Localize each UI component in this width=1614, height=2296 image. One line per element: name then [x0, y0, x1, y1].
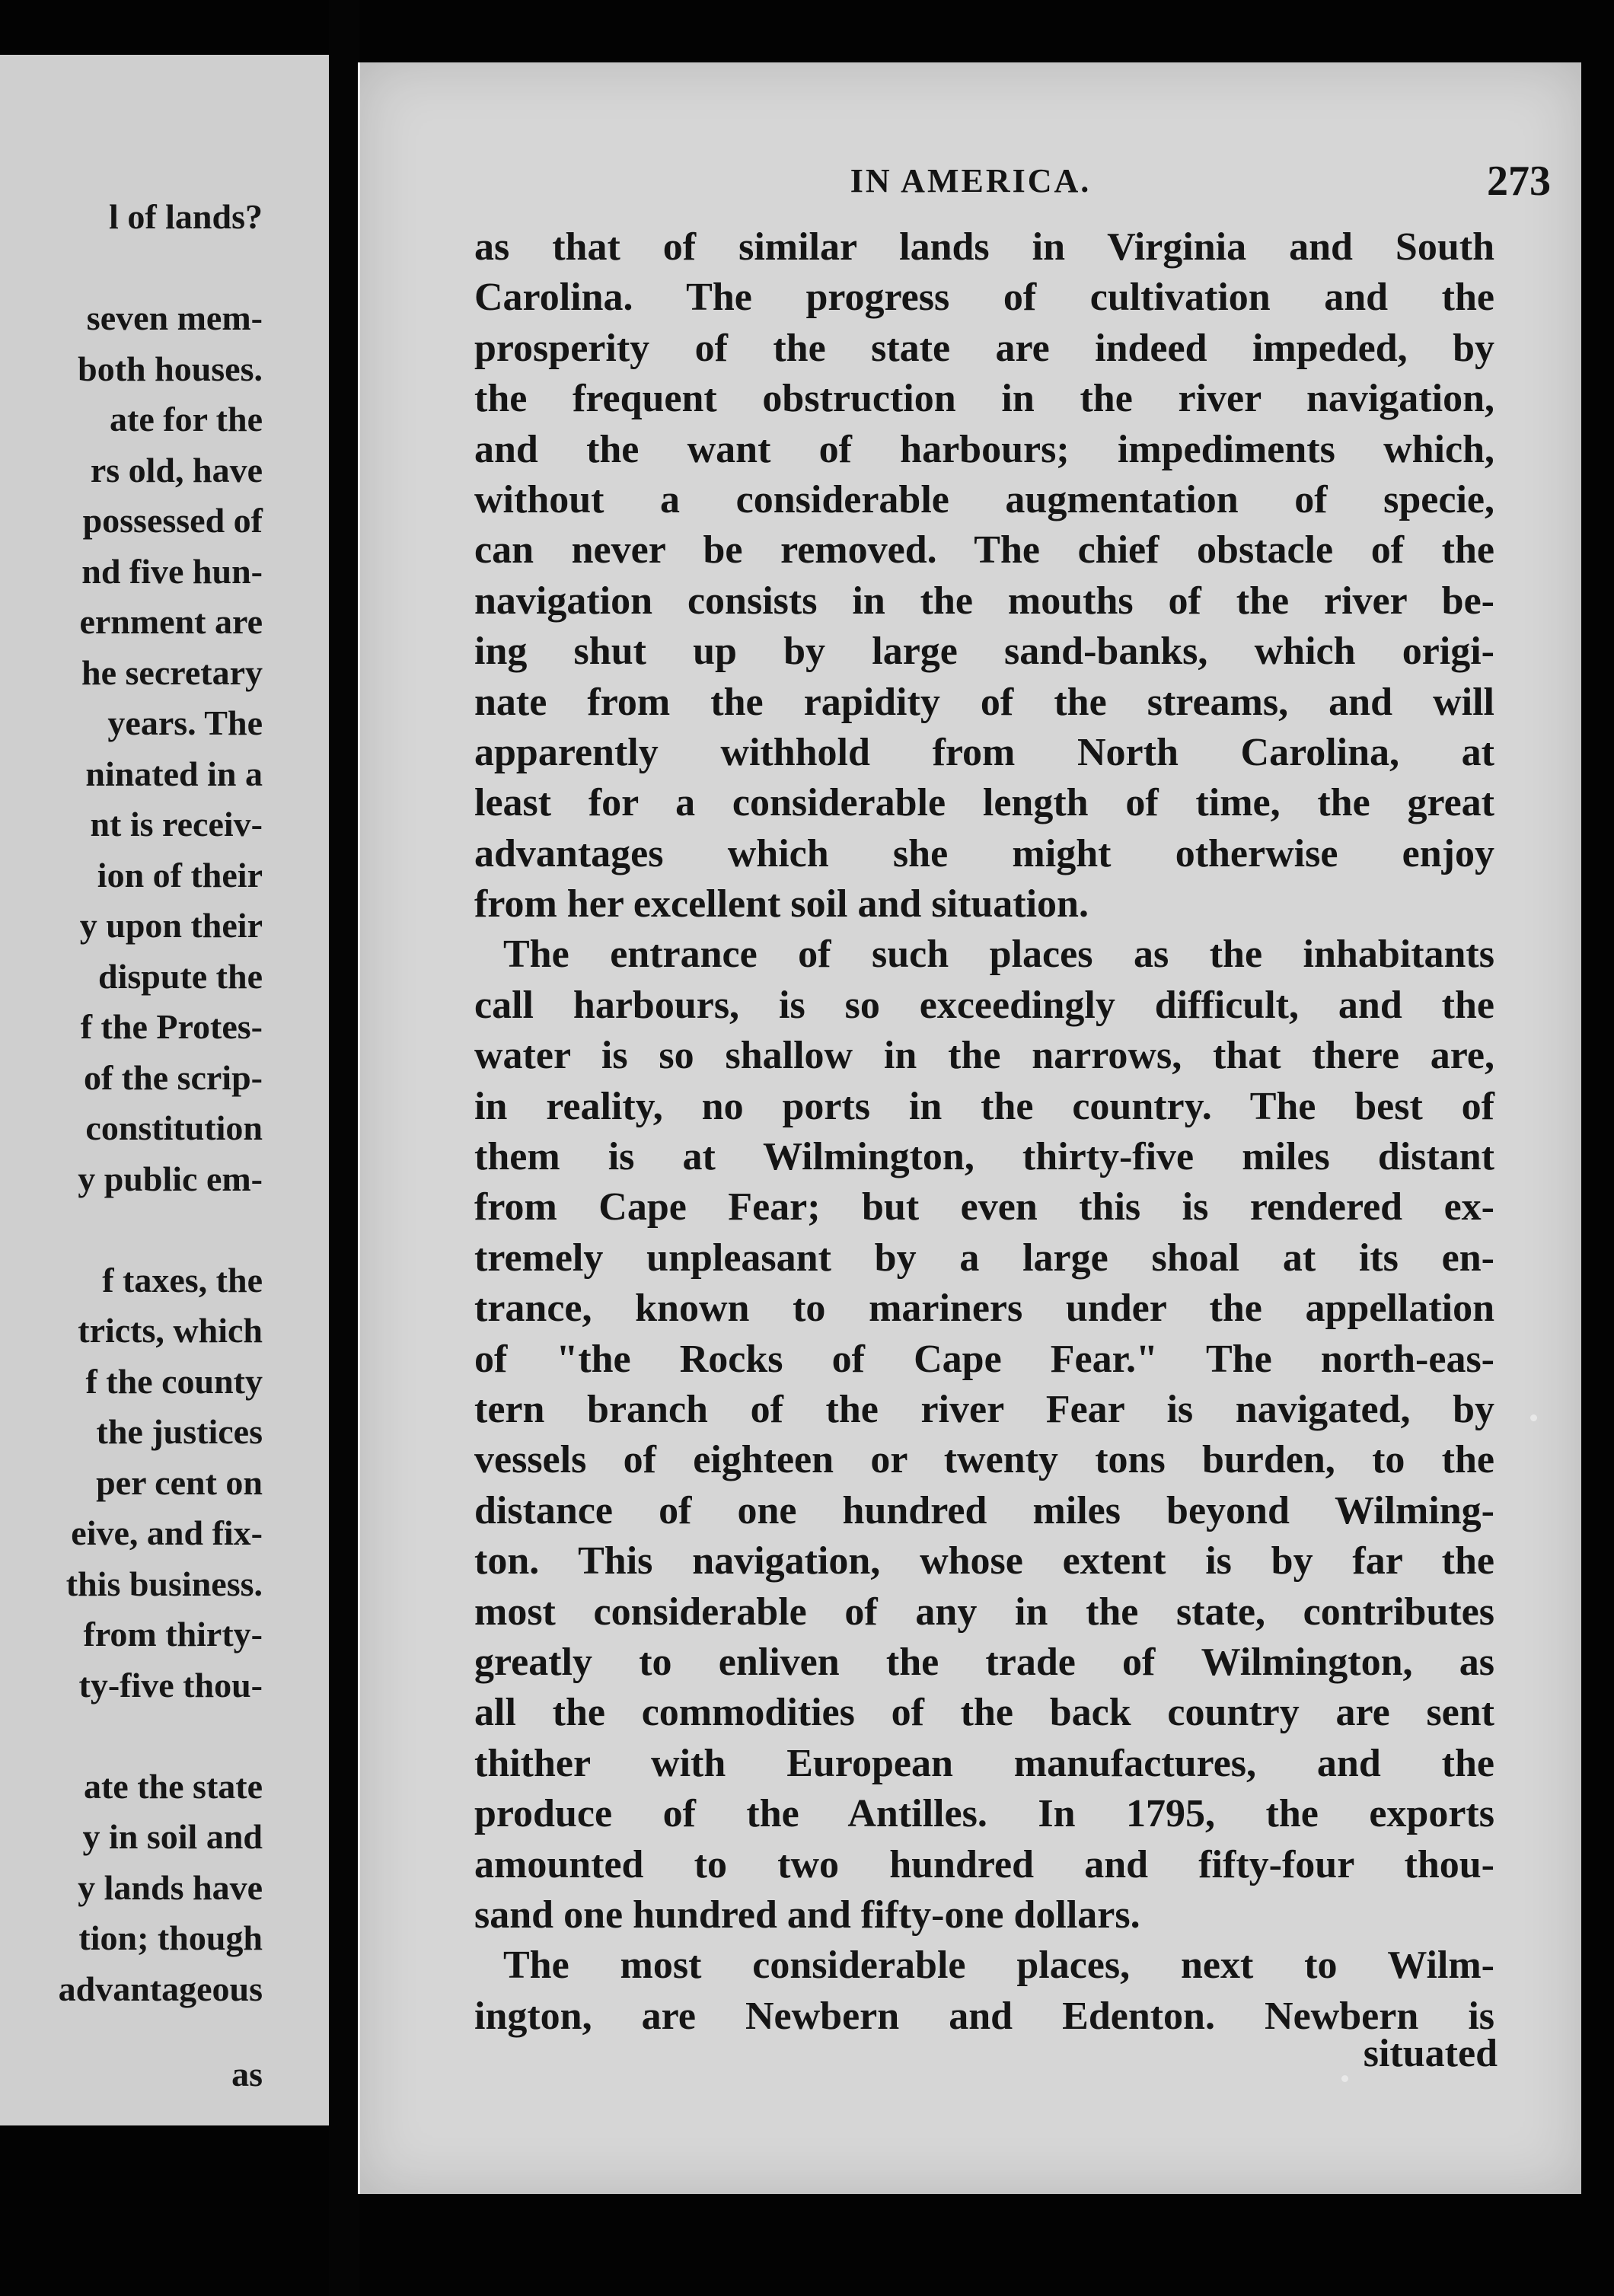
facing-line: years. The — [107, 703, 263, 742]
paper-speck — [1530, 1414, 1537, 1421]
facing-line: both houses. — [78, 349, 263, 388]
facing-line: seven mem- — [86, 298, 263, 337]
facing-line: per cent on — [96, 1462, 263, 1502]
facing-line: nd five hun- — [81, 551, 263, 591]
text-line: the frequent obstruction in the river navigation, — [474, 377, 1494, 421]
facing-line: y public em- — [78, 1159, 263, 1198]
text-line: and the want of harbours; impediments which, — [474, 427, 1494, 471]
text-line: call harbours, is so exceedingly difficult, and the — [474, 983, 1494, 1027]
text-line: all the commodities of the back country are sent — [474, 1691, 1494, 1735]
text-line: Carolina. The progress of cultivation and the — [474, 276, 1494, 320]
text-line: amounted to two hundred and fifty-four thou- — [474, 1842, 1494, 1886]
facing-line: f taxes, the — [102, 1260, 263, 1299]
body-text — [474, 222, 1494, 2042]
text-line: greatly to enliven the trade of Wilmington, as — [474, 1640, 1494, 1684]
facing-line: tion; though — [78, 1918, 263, 1957]
text-line: vessels of eighteen or twenty tons burden, to the — [474, 1438, 1494, 1482]
text-line: The most considerable places, next to Wilm- — [503, 1944, 1494, 1988]
facing-line: dispute the — [98, 956, 263, 996]
facing-line — [0, 243, 263, 294]
text-line: apparently withhold from North Carolina, at — [474, 730, 1494, 774]
text-line: them is at Wilmington, thirty-five miles distant — [474, 1135, 1494, 1179]
text-line: sand one hundred and fifty-one dollars. — [474, 1893, 1140, 1937]
text-line: from Cape Fear; but even this is rendered ex- — [474, 1185, 1494, 1229]
text-line: of "the Rocks of Cape Fear." The north-eas- — [474, 1337, 1494, 1381]
paper-speck — [1341, 2075, 1348, 2082]
facing-line — [0, 1711, 263, 1762]
facing-line: eive, and fix- — [71, 1513, 263, 1552]
page-gutter — [329, 0, 359, 2296]
text-line: without a considerable augmentation of specie, — [474, 477, 1494, 521]
facing-line: ninated in a — [85, 754, 263, 793]
text-line: trance, known to mariners under the appellation — [474, 1287, 1494, 1331]
facing-line: possessed of — [82, 501, 263, 540]
page-number: 273 — [1487, 158, 1551, 205]
facing-page-text — [0, 192, 263, 2014]
facing-catchword: as — [231, 2055, 263, 2094]
facing-line: constitution — [85, 1108, 263, 1147]
text-line: prosperity of the state are indeed impeded, by — [474, 326, 1494, 370]
facing-line: he secretary — [81, 652, 263, 692]
text-line: produce of the Antilles. In 1795, the exports — [474, 1792, 1494, 1836]
facing-line: nt is receiv- — [90, 805, 263, 843]
facing-line: f the Protes- — [80, 1007, 263, 1046]
text-line: in reality, no ports in the country. The best of — [474, 1084, 1494, 1128]
text-line: ington, are Newbern and Edenton. Newbern is — [474, 1994, 1494, 2038]
text-line: can never be removed. The chief obstacle of the — [474, 528, 1494, 572]
main-page — [358, 62, 1581, 2194]
facing-line: ate for the — [110, 400, 263, 438]
text-line: least for a considerable length of time, the great — [474, 781, 1494, 825]
facing-line — [0, 1204, 263, 1255]
facing-line: advantageous — [58, 1969, 263, 2008]
facing-line: tricts, which — [78, 1311, 263, 1350]
facing-page — [0, 55, 331, 2125]
facing-line: y in soil and — [82, 1817, 263, 1856]
text-line: water is so shallow in the narrows, that there are, — [474, 1034, 1494, 1078]
running-head — [360, 158, 1581, 207]
text-line: most considerable of any in the state, contributes — [474, 1590, 1494, 1634]
facing-line: y upon their — [79, 906, 263, 945]
text-line: The entrance of such places as the inhabitants — [503, 933, 1494, 977]
facing-line: l of lands? — [109, 197, 263, 236]
text-line: thither with European manufactures, and the — [474, 1741, 1494, 1785]
facing-line: ty-five thou- — [78, 1665, 263, 1704]
facing-line: ernment are — [79, 602, 263, 641]
text-line: ton. This navigation, whose extent is by far the — [474, 1539, 1494, 1583]
facing-line: rs old, have — [90, 450, 263, 489]
text-line: tern branch of the river Fear is navigated, by — [474, 1387, 1494, 1431]
text-line: nate from the rapidity of the streams, and will — [474, 680, 1494, 724]
running-title: IN AMERICA. — [850, 162, 1092, 199]
facing-line: from thirty- — [83, 1615, 263, 1653]
facing-line: this business. — [65, 1564, 263, 1603]
facing-line: ion of their — [97, 855, 263, 894]
text-line: navigation consists in the mouths of the river be- — [474, 579, 1494, 623]
facing-line: f the county — [85, 1361, 263, 1401]
text-line: tremely unpleasant by a large shoal at its en- — [474, 1236, 1494, 1280]
text-line: distance of one hundred miles beyond Wilming- — [474, 1488, 1494, 1532]
text-line: as that of similar lands in Virginia and South — [474, 225, 1494, 269]
facing-line: of the scrip- — [83, 1057, 263, 1097]
text-line: from her excellent soil and situation. — [474, 882, 1089, 926]
text-line: advantages which she might otherwise enjoy — [474, 831, 1494, 875]
catchword: situated — [1363, 2032, 1498, 2075]
facing-line: y lands have — [78, 1867, 263, 1907]
text-line: ing shut up by large sand-banks, which origi- — [474, 630, 1494, 674]
facing-line: the justices — [96, 1412, 263, 1451]
facing-line: ate the state — [83, 1766, 263, 1806]
